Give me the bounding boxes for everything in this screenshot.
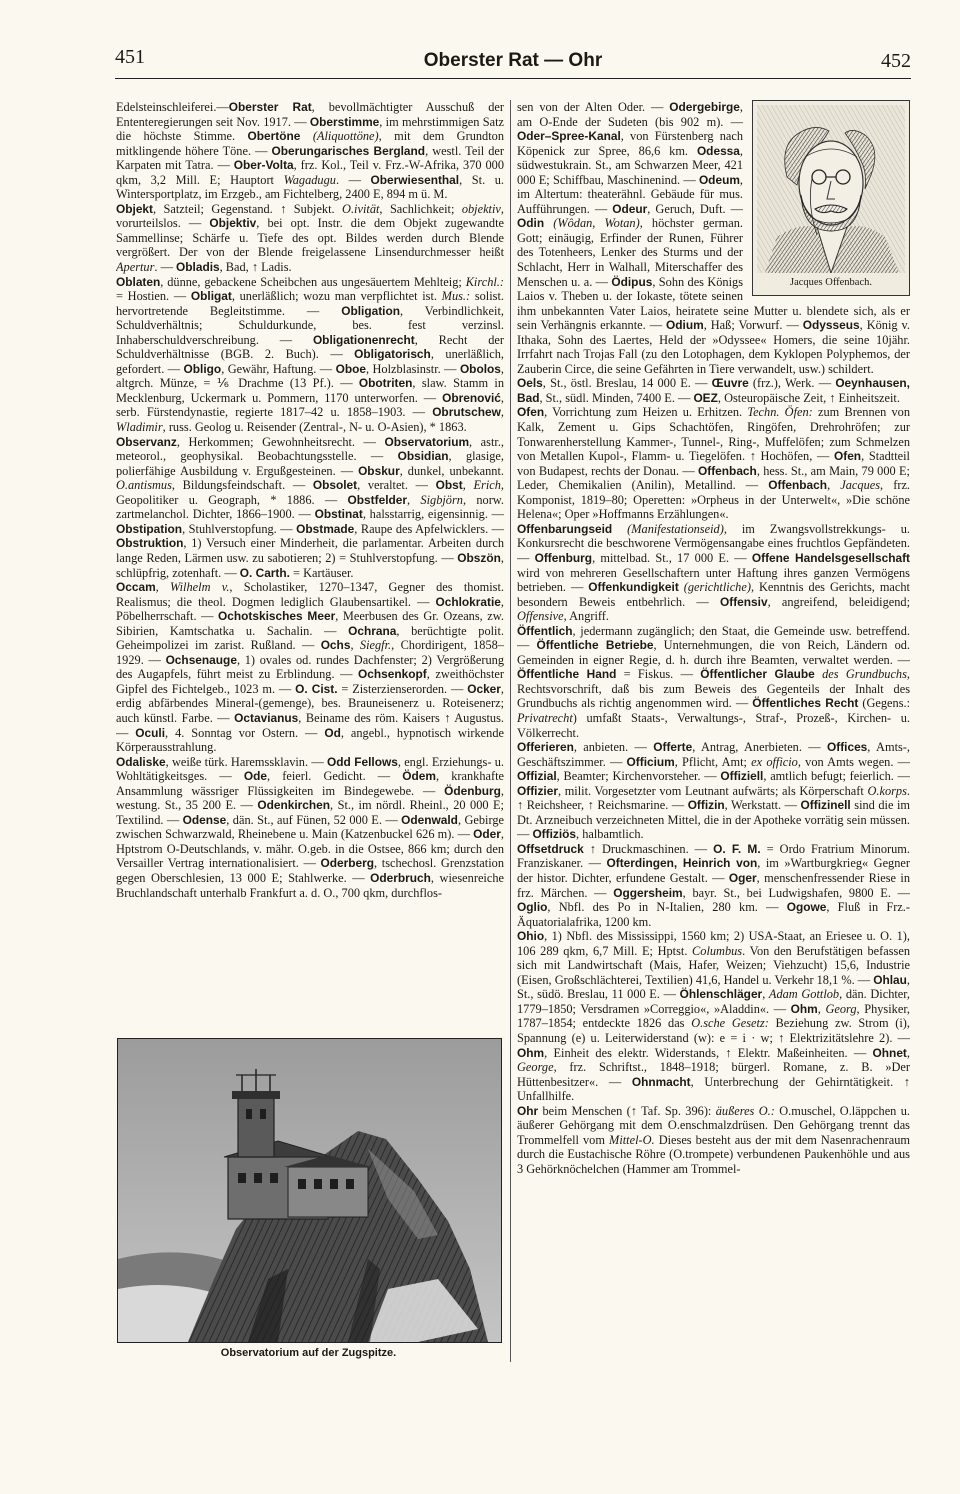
entry-paragraph: Observanz, Herkommen; Gewohnheitsrecht. — Observatorium, astr., meteorol., geophysikal. Beobachtungsstelle. — Obsidian, glasige, polierfähige Ausbildung v. Ergußgesteinen. — Obskur, dunkel, unbekannt. O.antismus, Bildungsfeindschaft. — Obsolet, veraltet. — Obst, Erich, Geopolitiker u. Geograph, * 1886. — Obstfelder, Sigbjörn, norw. zartmelanchol. Dichter, 1866–1900. — Obstinat, halsstarrig, eigensinnig. — Obstipation, Stuhlverstopfung. — Obstmade, Raupe des Apfelwicklers. — Obstruktion, 1) Versuch einer Minderheit, die parlamentar. Arbeiten durch lange Reden, Lärmen usw. zu sabotieren; 2) = Stuhlverstopfung. — Obszön, schlüpfrig, zotenhaft. — O. Carth. = Kartäuser. <box>116 434 504 580</box>
right-column <box>517 100 910 1368</box>
entry-paragraph: Offerieren, anbieten. — Offerte, Antrag, Anerbieten. — Offices, Amts-, Geschäftszimmer. — Officium, Pflicht, Amt; ex officio, von Amts wegen. — Offizial, Beamter; Kirchenvorsteher. — Offiziell, amtlich befugt; feierlich. — Offizier, milit. Vorgesetzter vom Leutnant aufwärts; als Körperschaft O.korps. ↑ Reichsheer, ↑ Reichsmarine. — Offizin, Werkstatt. — Offizinell sind die im Dt. Arzneibuch verzeichneten Mittel, die in der Apotheke vorrätig sein müssen. — Offiziös, halbamtlich. <box>517 740 910 842</box>
column-divider <box>510 100 511 1362</box>
entry-paragraph: Offsetdruck ↑ Druckmaschinen. — O. F. M. = Ordo Fratrium Minorum. Franziskaner. — Ofterdingen, Heinrich von, im »Wartburgkrieg« Gegner der histor. Dichter, erfundene Gestalt. — Oger, menschenfressender Riese in frz. Märchen. — Oggersheim, bayr. St., bei Ludwigshafen, 9800 E. — Oglio, Nbfl. des Po in N-Italien, 280 km. — Ogowe, Fluß in Frz.-Äquatorialafrika, 1200 km. <box>517 841 910 929</box>
page-number-right: 452 <box>881 50 911 72</box>
left-column <box>116 100 504 1032</box>
portrait-figure <box>752 100 910 296</box>
entry-paragraph: sen von der Alten Oder. — Odergebirge, am O-Ende der Sudeten (bis 902 m). — Oder–Spree-Kanal, von Fürstenberg nach Köpenick zur Spree, 86,6 km. Odessa, südwestukrain. St., am Schwarzen Meer, 421 000 E; Schiffbau, Maschinenind. — Odeum, im Altertum: theaterähnl. Gebäude für mus. Aufführungen. — Odeur, Geruch, Duft. — Odin (Wôdan, Wotan), höchster german. Gott; einäugig, Erfinder der Runen, Führer des Totenheers, Lenker des Sturms und der Schlacht, Herr in Walhall, Miterschaffer des Menschen u. a. — Ödipus, Sohn des Königs Laios v. Theben u. der Iokaste, tötete seinen ihm unbekannten Vater Laios, heiratete seine Mutter u. blendete sich, als er sein Verhängnis erkannte. — Odium, Haß; Vorwurf. — Odysseus, König v. Ithaka, Sohn des Laertes, Held der »Odyssee« Homers, die seine 10jähr. Irrfahrt nach Trojas Fall (zu den Lotophagen, dem Kyklopen Polyphemos, der Zauberin Circe, die seine Gefährten in Tiere verwandelt, usw.) schildert. <box>517 100 910 376</box>
entry-paragraph: Oels, St., östl. Breslau, 14 000 E. — Œuvre (frz.), Werk. — Oeynhausen, Bad, St., südl. Minden, 7400 E. — OEZ, Osteuropäische Zeit, ↑ Einheitszeit. <box>517 376 910 405</box>
running-title: Oberster Rat — Ohr <box>423 50 603 71</box>
offenbach-portrait-engraving <box>757 105 905 273</box>
photo-caption: Observatorium auf der Zugspitze. <box>220 1347 397 1359</box>
entry-paragraph: Ofen, Vorrichtung zum Heizen u. Erhitzen. Techn. Öfen: zum Brennen von Kalk, Zement u. Gips Schachtöfen, Ringöfen, Drehrohröfen; zur Tonwarenherstellung Kammer-, Tunnel-, Ring-, Muffelöfen; zum Schmelzen von Metallen Kupol-, Flamm- u. Tiegelöfen. ↑ Hochöfen, — Ofen, Stadtteil von Budapest, rechts der Donau. — Offenbach, hess. St., am Main, 79 000 E; Leder, Chemikalien (Anilin), Metallind. — Offenbach, Jacques, frz. Komponist, 1819–80; Operetten: »Orpheus in der Unterwelt«, »Die schöne Helena«; Oper »Hoffmanns Erzählungen«. <box>517 405 910 522</box>
page-number-left: 451 <box>115 46 145 68</box>
entry-paragraph: Offenbarungseid (Manifestationseid), im Zwangsvollstrekkungs- u. Konkursrecht die beschworene Vermögensangabe eines fruchtlos Gepfändeten. — Offenburg, mittelbad. St., 17 000 E. — Offene Handelsgesellschaft wird von mehreren Gesellschaftern unter Haftung ihres ganzen Vermögens betrieben. — Offenkundigkeit (gerichtliche), Kenntnis des Gerichts, macht besondern Beweis entbehrlich. — Offensiv, angreifend, beleidigend; Offensive, Angriff. <box>517 521 910 624</box>
entry-paragraph: Öffentlich, jedermann zugänglich; den Staat, die Gemeinde usw. betreffend. — Öffentliche Betriebe, Unternehmungen, die von Reich, Ländern od. Gemeinden in eigner Regie, d. h. durch ihre Beamten, verwaltet werden. — Öffentliche Hand = Fiskus. — Öffentlicher Glaube des Grundbuchs, Rechtsvorschrift, daß bis zum Beweis des Gegenteils der Inhalt des Grundbuchs als richtig angenommen wird. — Öffentliches Recht (Gegens.: Privatrecht) umfaßt Staats-, Verwaltungs-, Straf-, Prozeß-, Kirchen- u. Völkerrecht. <box>517 623 910 740</box>
entry-paragraph: Objekt, Satzteil; Gegenstand. ↑ Subjekt. O.ivität, Sachlichkeit; objektiv, vorurteilslos. — Objektiv, bei opt. Instr. die dem Objekt zugewandte Sammellinse; Schärfe u. Tiefe des opt. Bildes werden durch Blende vergrößert. Der von der Blende freigelassene Linsendurchmesser heißt Apertur. — Obladis, Bad, ↑ Ladis. <box>116 201 504 275</box>
observatory-photo <box>117 1038 502 1343</box>
entry-paragraph: Edelsteinschleiferei.—Oberster Rat, bevollmächtigter Ausschuß der Ententeregierungen seit Nov. 1917. — Oberstimme, im mehrstimmigen Satz die höchste Stimme. Obertöne (Aliquottöne), mit dem Grundton mitklingende höhere Töne. — Oberungarisches Bergland, westl. Teil der Karpaten mit Tatra. — Ober-Volta, frz. Kol., Teil v. Frz.-W-Afrika, 370 000 qkm, 3,2 Mill. E; Hauptort Wagadugu. — Oberwiesenthal, St. u. Wintersportplatz, im Erzgeb., am Fichtelberg, 2400 E, 894 m ü. M. <box>116 100 504 202</box>
entry-paragraph: Oblaten, dünne, gebackene Scheibchen aus ungesäuertem Mehlteig; Kirchl.: = Hostien. — Obligat, unerläßlich; wozu man verpflichtet ist. Mus.: solist. hervortretende Begleitstimme. — Obligation, Verbindlichkeit, Schuldverhältnis; Schuldurkunde, bes. fest verzinsl. Inhaberschuldverschreibung. — Obligationenrecht, Recht der Schuldverhältnisse (BGB. 2. Buch). — Obligatorisch, unerläßlich, gefordert. — Obligo, Gewähr, Haftung. — Oboe, Holzblasinstr. — Obolos, altgrch. Münze, = ⅙ Drachme (13 Pf.). — Obotriten, slaw. Stamm in Mecklenburg, Uckermark u. Pommern, 1170 unterworfen. — Obrenović, serb. Fürstendynastie, regierte 1817–42 u. 1858–1903. — Obrutschew, Wladimir, russ. Geolog u. Reisender (Zentral-, N- u. O-Asien), * 1863. <box>116 274 504 435</box>
entry-paragraph: Ohio, 1) Nbfl. des Mississippi, 1560 km; 2) USA-Staat, an Eriesee u. O. 1), 106 289 qkm, 6,7 Mill. E; Hptst. Columbus. Von den Berufstätigen befassen sich mit Landwirtschaft (Mais, Hafer, Weizen; Viehzucht) 15,6, Industrie (Eisen, Großschlächterei, Textilien) 41,6, Handel u. Verkehr 18,1 %. — Ohlau, St., südö. Breslau, 11 000 E. — Öhlenschläger, Adam Gottlob, dän. Dichter, 1779–1850; Versdramen »Correggio«, »Aladdin«. — Ohm, Georg, Physiker, 1787–1854; entdeckte 1826 das O.sche Gesetz: Beziehung zw. Strom (i), Spannung (e) u. Leiterwiderstand (w): e = i · w; ↑ Elektrizitätslehre 2). — Ohm, Einheit des elektr. Widerstands, ↑ Elektr. Maßeinheiten. — Ohnet, George, frz. Schriftst., 1848–1918; bürgerl. Romane, z. B. »Der Hüttenbesitzer«. — Ohnmacht, Unterbrechung der Gehirntätigkeit. ↑ Unfallhilfe. <box>517 929 910 1104</box>
zugspitze-observatory-image <box>118 1039 501 1342</box>
page-header <box>115 46 911 79</box>
entry-paragraph: Ohr beim Menschen (↑ Taf. Sp. 396): äußeres O.: O.muschel, O.läppchen u. äußerer Gehörgang mit dem O.enschmalzdrüsen. Den Gehörgang trennt das Trommelfell vom Mittel-O. Dieses besteht aus der mit dem Nasenrachenraum durch die Eustachische Röhre (O.trompete) verbundenen Paukenhöhle und aus 3 Gehörknöchelchen (Hammer am Trommel- <box>517 1103 910 1176</box>
entry-paragraph: Occam, Wilhelm v., Scholastiker, 1270–1347, Gegner des thomist. Realismus; die theol. Dogmen lediglich Glaubensartikel. — Ochlokratie, Pöbelherrschaft. — Ochotskisches Meer, Meerbusen des Gr. Ozeans, zw. Sibirien, Kamtschatka u. Sachalin. — Ochrana, berüchtigte polit. Geheimpolizei im zarist. Rußland. — Ochs, Siegfr., Chordirigent, 1858–1929. — Ochsenauge, 1) ovales od. rundes Dachfenster; 2) Vergrößerung des Augapfels, führt meist zu Erblindung. — Ochsenkopf, zweithöchster Gipfel des Fichtelgeb., 1023 m. — O. Cist. = Zisterzienserorden. — Ocker, erdig abfärbendes Mineral-(gemenge), bes. Brauneisenerz u. Roteisenerz; auch künstl. Farbe. — Octavianus, Beiname des röm. Kaisers ↑ Augustus. — Oculi, 4. Sonntag vor Ostern. — Od, angebl., hypnotisch wirkende Körperausstrahlung. <box>116 580 504 755</box>
portrait-caption: Jacques Offenbach. <box>789 277 873 289</box>
entry-paragraph: Odaliske, weiße türk. Haremssklavin. — Odd Fellows, engl. Erziehungs- u. Wohltätigkeitsges. — Ode, feierl. Gedicht. — Ödem, krankhafte Ansammlung wässriger Flüssigkeiten im Bindegewebe. — Ödenburg, westung. St., 35 200 E. — Odenkirchen, St., im nördl. Rheinl., 20 000 E; Textilind. — Odense, dän. St., auf Fünen, 52 000 E. — Odenwald, Gebirge zwischen Schwarzwald, Rheinebene u. Main (Katzenbuckel 626 m). — Oder, Hptstrom O-Deutschlands, v. mähr. O.geb. in die Ostsee, 866 km; durch den Versailler Vertrag internationalisiert. — Oderberg, tschechosl. Grenzstation gegen Oberschlesien, 13 000 E; Stahlwerke. — Oderbruch, wiesenreiche Bruchlandschaft unterhalb Frankfurt a. d. O., 700 qkm, durchflos- <box>116 754 504 900</box>
